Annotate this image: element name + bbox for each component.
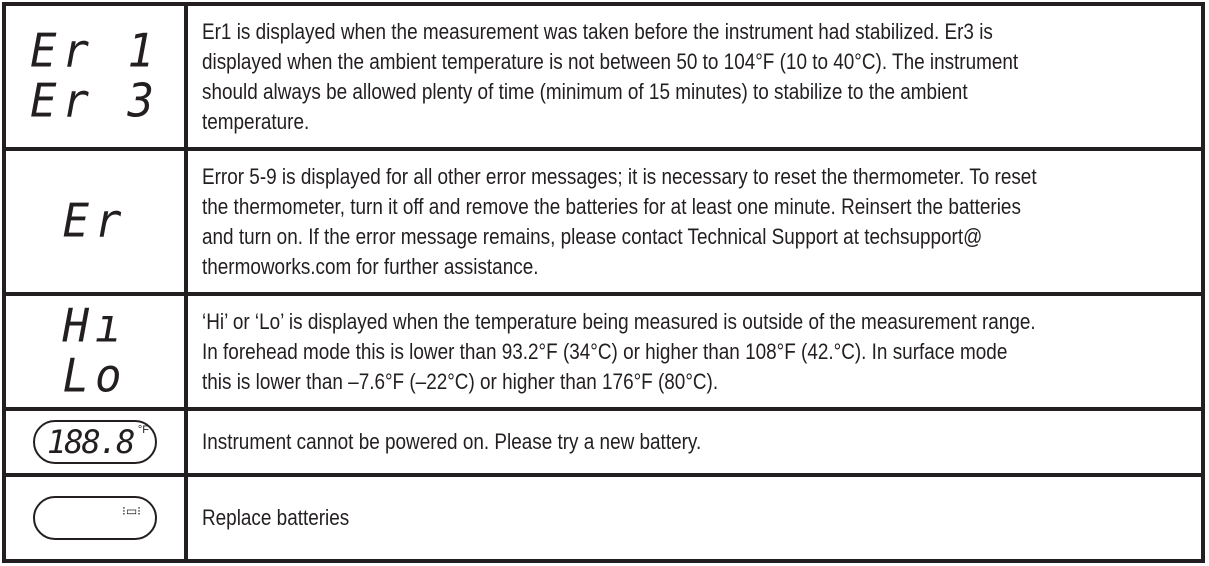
lcd-unit: °F bbox=[137, 424, 149, 436]
lcd-display-er1-er3 bbox=[4, 4, 186, 149]
text-line: In forehead mode this is lower than 93.2°F (34°C) or higher than 108°F (42.°C). In surface mode bbox=[202, 338, 1008, 364]
text-line: displayed when the ambient temperature is not between 50 to 104°F (10 to 40°C). The instrument bbox=[202, 48, 1019, 74]
lcd-outline bbox=[33, 420, 157, 464]
text-line: temperature. bbox=[202, 108, 310, 134]
lcd-full-display-icon bbox=[4, 409, 186, 475]
battery-blink-icon: ⁝▭⁝ bbox=[122, 504, 141, 518]
text-line: Error 5-9 is displayed for all other error messages; it is necessary to reset the thermometer. To reset bbox=[202, 163, 1037, 189]
text-line: Er1 is displayed when the measurement was taken before the instrument had stabilized. Er3 is bbox=[202, 18, 993, 44]
text-line: and turn on. If the error message remains, please contact Technical Support at techsupport@ bbox=[202, 223, 983, 249]
table-row bbox=[4, 294, 1203, 409]
lcd-text: Er 3 bbox=[30, 74, 160, 128]
description bbox=[186, 4, 1203, 149]
lcd-text: Er bbox=[62, 194, 128, 248]
table-row bbox=[4, 475, 1203, 561]
lcd-text: Hı bbox=[62, 299, 128, 353]
lcd-digits: 188.8 bbox=[47, 423, 134, 461]
lcd-text: Lo bbox=[62, 349, 128, 403]
text-line: this is lower than –7.6°F (–22°C) or higher than 176°F (80°C). bbox=[202, 368, 719, 394]
lcd-outline bbox=[33, 496, 157, 540]
table-row bbox=[4, 409, 1203, 475]
text-line: Instrument cannot be powered on. Please try a new battery. bbox=[202, 429, 702, 454]
text-line: thermoworks.com for further assistance. bbox=[202, 253, 539, 279]
text-line: the thermometer, turn it off and remove the batteries for at least one minute. Reinsert the batteries bbox=[202, 193, 1021, 219]
text-line: ‘Hi’ or ‘Lo’ is displayed when the temperature being measured is outside of the measurement range. bbox=[202, 308, 1036, 334]
text-line: should always be allowed plenty of time (minimum of 15 minutes) to stabilize to the ambient bbox=[202, 78, 968, 104]
lcd-display-er bbox=[4, 149, 186, 294]
description bbox=[186, 149, 1203, 294]
table-row bbox=[4, 4, 1203, 149]
lcd-text: Er 1 bbox=[30, 24, 160, 78]
lcd-display-hi-lo bbox=[4, 294, 186, 409]
table-row bbox=[4, 149, 1203, 294]
text-line: Replace batteries bbox=[202, 505, 350, 530]
error-code-table bbox=[2, 2, 1205, 563]
lcd-battery-display bbox=[4, 475, 186, 561]
description bbox=[186, 475, 1203, 561]
description bbox=[186, 409, 1203, 475]
description bbox=[186, 294, 1203, 409]
